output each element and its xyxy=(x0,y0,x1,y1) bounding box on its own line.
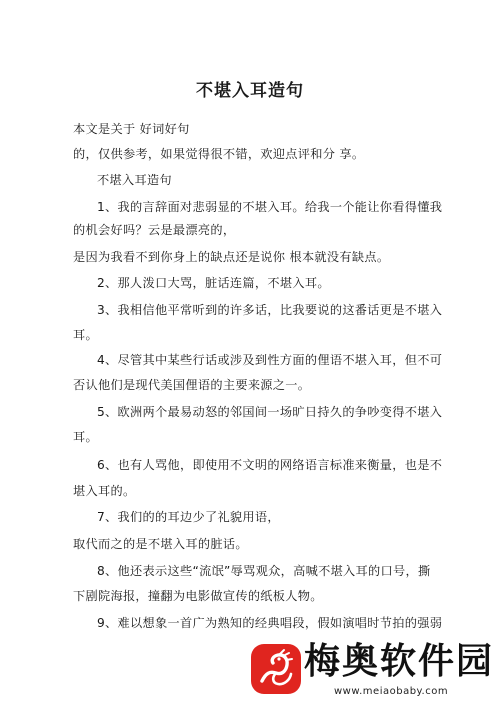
watermark-url: www.meiaobaby.com xyxy=(334,686,449,697)
text-line: 不堪入耳造句 xyxy=(97,173,172,187)
text-line: 的，仅供参考，如果觉得很不错，欢迎点评和分 享。 xyxy=(73,147,365,161)
dragon-icon xyxy=(250,643,302,695)
text-line: 7、我们的的耳边少了礼貌用语， xyxy=(97,510,280,524)
text-line: 8、他还表示这些“流氓”辱骂观众，高喊不堪入耳的口号，撕 xyxy=(97,564,431,578)
text-line: 耳。 xyxy=(73,430,98,444)
watermark xyxy=(246,637,500,708)
document-title: 不堪入耳造句 xyxy=(196,81,304,101)
text-line: 4、尽管其中某些行话或涉及到性方面的俚语不堪入耳，但不可 xyxy=(97,353,443,367)
text-line: 否认他们是现代美国俚语的主要来源之一。 xyxy=(73,378,311,392)
text-line: 5、欧洲两个最易动怒的邻国间一场旷日持久的争吵变得不堪入 xyxy=(97,405,443,419)
text-line: 耳。 xyxy=(73,328,98,342)
text-line: 取代而之的是不堪入耳的脏话。 xyxy=(73,537,248,551)
text-line: 堪入耳的。 xyxy=(73,484,136,498)
text-line: 是因为我看不到你身上的缺点还是说你 根本就没有缺点。 xyxy=(73,250,390,264)
text-line: 2、那人泼口大骂，脏话连篇，不堪入耳。 xyxy=(97,276,330,290)
text-line: 的机会好吗？云是最漂亮的， xyxy=(73,223,236,237)
text-line: 6、也有人骂他，即使用不文明的网络语言标准来衡量，也是不 xyxy=(97,458,443,472)
watermark-name: 梅奥软件园 xyxy=(304,641,495,682)
text-line: 9、难以想象一首广为熟知的经典唱段，假如演唱时节拍的强弱 xyxy=(97,616,443,630)
text-line: 1、我的言辞面对悲弱显的不堪入耳。给我一个能让你看得懂我 xyxy=(97,200,443,214)
text-line: 3、我相信他平常听到的许多话，比我要说的这番话更是不堪入 xyxy=(97,303,443,317)
text-line: 本文是关于 好词好句 xyxy=(73,122,190,136)
text-line: 下剧院海报，撞翻为电影做宣传的纸板人物。 xyxy=(73,589,323,603)
